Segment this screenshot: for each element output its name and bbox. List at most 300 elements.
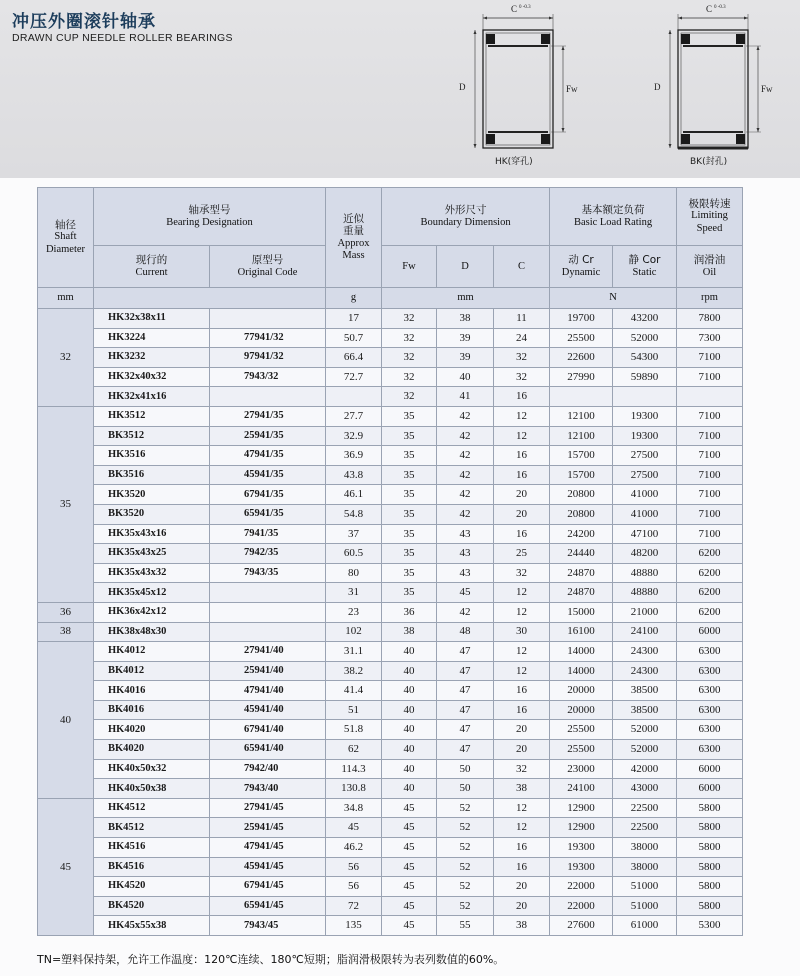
- table-row: [38, 838, 743, 858]
- cell-original: 25941/40: [210, 661, 326, 681]
- table-row: [38, 583, 743, 603]
- table-row: [38, 544, 743, 564]
- cell-current: HK3232: [94, 348, 210, 368]
- table-body: [38, 309, 743, 936]
- cell-cr: 20000: [550, 700, 613, 720]
- cell-cr: 22600: [550, 348, 613, 368]
- cell-d: 50: [437, 759, 494, 779]
- cell-cor: 41000: [613, 504, 677, 524]
- cell-mass: 17: [326, 309, 382, 329]
- cell-fw: 40: [382, 720, 437, 740]
- hk-dim-tol: 0 -0.3: [519, 5, 531, 10]
- cell-current: BK4516: [94, 857, 210, 877]
- cell-fw: 35: [382, 583, 437, 603]
- cell-c: 12: [494, 406, 550, 426]
- cell-speed: [677, 387, 743, 407]
- cell-c: 11: [494, 309, 550, 329]
- cell-speed: 7100: [677, 465, 743, 485]
- table-row: [38, 759, 743, 779]
- cell-c: 32: [494, 563, 550, 583]
- cell-fw: 40: [382, 642, 437, 662]
- header-c: C: [494, 246, 550, 288]
- cell-original: 25941/45: [210, 818, 326, 838]
- cell-fw: 36: [382, 602, 437, 622]
- cell-d: 52: [437, 798, 494, 818]
- cell-d: 47: [437, 700, 494, 720]
- cell-speed: 6000: [677, 779, 743, 799]
- hk-dim-d: D: [459, 82, 466, 92]
- table-row: [38, 465, 743, 485]
- hk-bearing-diagram: [455, 4, 585, 174]
- cell-current: HK4520: [94, 877, 210, 897]
- cell-speed: 7100: [677, 524, 743, 544]
- cell-speed: 6000: [677, 759, 743, 779]
- cell-speed: 6200: [677, 544, 743, 564]
- cell-cor: 51000: [613, 877, 677, 897]
- cell-fw: 40: [382, 681, 437, 701]
- cell-c: 16: [494, 465, 550, 485]
- cell-fw: 45: [382, 857, 437, 877]
- header-cor: 静 Cor Static: [613, 246, 677, 288]
- table-row: [38, 367, 743, 387]
- cell-mass: 38.2: [326, 661, 382, 681]
- cell-d: 47: [437, 681, 494, 701]
- cell-c: 12: [494, 818, 550, 838]
- cell-mass: 45: [326, 818, 382, 838]
- cell-d: 52: [437, 857, 494, 877]
- cell-fw: 38: [382, 622, 437, 642]
- cell-d: 39: [437, 328, 494, 348]
- cell-original: 67941/40: [210, 720, 326, 740]
- cell-fw: 35: [382, 446, 437, 466]
- cell-d: 47: [437, 720, 494, 740]
- cell-original: [210, 309, 326, 329]
- cell-cor: 42000: [613, 759, 677, 779]
- cell-current: BK4512: [94, 818, 210, 838]
- cell-d: 42: [437, 446, 494, 466]
- cell-speed: 5800: [677, 877, 743, 897]
- cell-mass: 32.9: [326, 426, 382, 446]
- unit-load: N: [550, 288, 677, 309]
- table-row: [38, 681, 743, 701]
- table-row: [38, 309, 743, 329]
- header-shaft: 轴径 Shaft Diameter: [38, 188, 94, 288]
- unit-speed: rpm: [677, 288, 743, 309]
- cell-mass: 56: [326, 857, 382, 877]
- cell-speed: 6300: [677, 740, 743, 760]
- cell-c: 12: [494, 798, 550, 818]
- table-row: [38, 524, 743, 544]
- cell-cr: 24870: [550, 563, 613, 583]
- cell-d: 42: [437, 406, 494, 426]
- cell-cor: 48880: [613, 583, 677, 603]
- cell-cr: 12100: [550, 406, 613, 426]
- cell-current: BK4016: [94, 700, 210, 720]
- header-bearing-designation: 轴承型号 Bearing Designation: [94, 188, 326, 246]
- cell-speed: 7100: [677, 406, 743, 426]
- cell-cr: 24870: [550, 583, 613, 603]
- cell-cr: 15700: [550, 446, 613, 466]
- cell-current: HK45x55x38: [94, 916, 210, 936]
- cell-fw: 40: [382, 700, 437, 720]
- cell-speed: 5800: [677, 857, 743, 877]
- cell-fw: 35: [382, 465, 437, 485]
- cell-current: BK3516: [94, 465, 210, 485]
- cell-mass: 41.4: [326, 681, 382, 701]
- cell-d: 42: [437, 602, 494, 622]
- cell-cr: 19300: [550, 838, 613, 858]
- cell-speed: 5800: [677, 818, 743, 838]
- cell-cr: 19300: [550, 857, 613, 877]
- table-row: [38, 426, 743, 446]
- table-row: [38, 779, 743, 799]
- cell-fw: 45: [382, 896, 437, 916]
- cell-mass: 37: [326, 524, 382, 544]
- cell-c: 32: [494, 367, 550, 387]
- cell-mass: 43.8: [326, 465, 382, 485]
- cell-current: HK3516: [94, 446, 210, 466]
- cell-d: 41: [437, 387, 494, 407]
- cell-current: BK4520: [94, 896, 210, 916]
- cell-cor: 43000: [613, 779, 677, 799]
- cell-d: 38: [437, 309, 494, 329]
- cell-fw: 45: [382, 877, 437, 897]
- shaft-diameter-cell: 32: [38, 309, 94, 407]
- hk-label: HK(穿孔): [495, 157, 533, 167]
- cell-original: 7943/45: [210, 916, 326, 936]
- cell-cr: 20800: [550, 485, 613, 505]
- cell-original: [210, 387, 326, 407]
- cell-cor: 24300: [613, 642, 677, 662]
- cell-current: HK40x50x32: [94, 759, 210, 779]
- cell-current: HK4020: [94, 720, 210, 740]
- shaft-diameter-cell: 36: [38, 602, 94, 622]
- cell-original: 7943/40: [210, 779, 326, 799]
- cell-cr: 19700: [550, 309, 613, 329]
- cell-speed: 6200: [677, 563, 743, 583]
- table-row: [38, 877, 743, 897]
- cell-c: 20: [494, 720, 550, 740]
- table-row: [38, 504, 743, 524]
- cell-d: 43: [437, 524, 494, 544]
- bk-dim-d: D: [654, 82, 661, 92]
- cell-cr: 12900: [550, 798, 613, 818]
- bk-dim-fw: Fw: [761, 84, 773, 94]
- header-original-code: 原型号 Original Code: [210, 246, 326, 288]
- cell-original: 27941/35: [210, 406, 326, 426]
- cell-current: HK36x42x12: [94, 602, 210, 622]
- cell-cor: 59890: [613, 367, 677, 387]
- cell-mass: 31: [326, 583, 382, 603]
- cell-fw: 32: [382, 309, 437, 329]
- cell-speed: 6300: [677, 661, 743, 681]
- cell-speed: 7100: [677, 348, 743, 368]
- cell-mass: 27.7: [326, 406, 382, 426]
- cell-cor: 38000: [613, 838, 677, 858]
- cell-cr: 23000: [550, 759, 613, 779]
- cell-cr: 15700: [550, 465, 613, 485]
- cell-original: 45941/40: [210, 700, 326, 720]
- cell-c: 12: [494, 426, 550, 446]
- cell-mass: 130.8: [326, 779, 382, 799]
- cell-cr: 20000: [550, 681, 613, 701]
- cell-d: 43: [437, 563, 494, 583]
- cell-original: 7942/40: [210, 759, 326, 779]
- cell-current: BK3512: [94, 426, 210, 446]
- cell-original: [210, 583, 326, 603]
- cell-speed: 6300: [677, 681, 743, 701]
- cell-c: 20: [494, 504, 550, 524]
- cell-d: 42: [437, 504, 494, 524]
- cell-speed: 7300: [677, 328, 743, 348]
- cell-fw: 35: [382, 544, 437, 564]
- cell-current: BK3520: [94, 504, 210, 524]
- cell-fw: 35: [382, 485, 437, 505]
- cell-original: 47941/35: [210, 446, 326, 466]
- cell-fw: 40: [382, 779, 437, 799]
- header-fw: Fw: [382, 246, 437, 288]
- cell-current: HK4516: [94, 838, 210, 858]
- bk-label: BK(封孔): [690, 157, 728, 167]
- cell-mass: 50.7: [326, 328, 382, 348]
- shaft-diameter-cell: 45: [38, 798, 94, 935]
- header-load-rating: 基本额定负荷 Basic Load Rating: [550, 188, 677, 246]
- cell-speed: 6300: [677, 642, 743, 662]
- cell-cor: 19300: [613, 426, 677, 446]
- cell-c: 32: [494, 348, 550, 368]
- cell-cr: 25500: [550, 328, 613, 348]
- cell-cor: 24300: [613, 661, 677, 681]
- cell-current: HK32x41x16: [94, 387, 210, 407]
- cell-d: 43: [437, 544, 494, 564]
- cell-cr: 12900: [550, 818, 613, 838]
- cell-cor: [613, 387, 677, 407]
- cell-d: 42: [437, 426, 494, 446]
- cell-current: HK3520: [94, 485, 210, 505]
- table-row: [38, 661, 743, 681]
- bk-bearing-diagram: [650, 4, 780, 174]
- cell-d: 55: [437, 916, 494, 936]
- hk-dim-c: C: [511, 4, 518, 14]
- cell-original: 47941/45: [210, 838, 326, 858]
- cell-mass: 56: [326, 877, 382, 897]
- cell-speed: 6000: [677, 622, 743, 642]
- cell-current: BK4012: [94, 661, 210, 681]
- cell-mass: 72.7: [326, 367, 382, 387]
- cell-cr: 24440: [550, 544, 613, 564]
- cell-mass: 46.1: [326, 485, 382, 505]
- cell-original: 65941/35: [210, 504, 326, 524]
- cell-c: 38: [494, 779, 550, 799]
- cell-d: 42: [437, 465, 494, 485]
- cell-c: 20: [494, 485, 550, 505]
- cell-cor: 19300: [613, 406, 677, 426]
- cell-d: 52: [437, 838, 494, 858]
- cell-original: 47941/40: [210, 681, 326, 701]
- cell-cor: 43200: [613, 309, 677, 329]
- cell-fw: 45: [382, 818, 437, 838]
- cell-current: HK4512: [94, 798, 210, 818]
- shaft-diameter-cell: 38: [38, 622, 94, 642]
- cell-original: 65941/45: [210, 896, 326, 916]
- unit-designation: [94, 288, 326, 309]
- page-title-en: DRAWN CUP NEEDLE ROLLER BEARINGS: [12, 32, 233, 44]
- cell-original: [210, 602, 326, 622]
- table-row: [38, 700, 743, 720]
- cell-original: 67941/35: [210, 485, 326, 505]
- cell-mass: 80: [326, 563, 382, 583]
- cell-mass: 72: [326, 896, 382, 916]
- cell-cor: 52000: [613, 328, 677, 348]
- table-row: [38, 406, 743, 426]
- table-row: [38, 740, 743, 760]
- table-row: [38, 446, 743, 466]
- cell-cor: 52000: [613, 720, 677, 740]
- table-row: [38, 485, 743, 505]
- cell-cr: 16100: [550, 622, 613, 642]
- cell-cr: 27990: [550, 367, 613, 387]
- cell-original: 7943/32: [210, 367, 326, 387]
- cell-mass: 60.5: [326, 544, 382, 564]
- cell-mass: 34.8: [326, 798, 382, 818]
- cell-original: 25941/35: [210, 426, 326, 446]
- cell-cor: 27500: [613, 446, 677, 466]
- cell-mass: 46.2: [326, 838, 382, 858]
- table-row: [38, 896, 743, 916]
- cell-mass: 54.8: [326, 504, 382, 524]
- cell-c: 20: [494, 740, 550, 760]
- cell-c: 12: [494, 661, 550, 681]
- cell-fw: 40: [382, 661, 437, 681]
- cell-fw: 35: [382, 406, 437, 426]
- cell-fw: 32: [382, 348, 437, 368]
- cell-fw: 32: [382, 328, 437, 348]
- cell-speed: 7800: [677, 309, 743, 329]
- cell-speed: 7100: [677, 446, 743, 466]
- cell-cor: 22500: [613, 818, 677, 838]
- table-row: [38, 328, 743, 348]
- cell-current: HK35x43x32: [94, 563, 210, 583]
- cell-original: 77941/32: [210, 328, 326, 348]
- cell-c: 12: [494, 642, 550, 662]
- cell-cor: 38500: [613, 681, 677, 701]
- cell-cor: 22500: [613, 798, 677, 818]
- cell-fw: 45: [382, 916, 437, 936]
- cell-original: 7942/35: [210, 544, 326, 564]
- cell-d: 52: [437, 818, 494, 838]
- cell-speed: 5800: [677, 838, 743, 858]
- cell-current: HK35x43x25: [94, 544, 210, 564]
- cell-c: 16: [494, 857, 550, 877]
- cell-fw: 35: [382, 504, 437, 524]
- cell-c: 16: [494, 838, 550, 858]
- cell-cr: 27600: [550, 916, 613, 936]
- cell-speed: 6300: [677, 720, 743, 740]
- table-row: [38, 916, 743, 936]
- header-oil: 润滑油 Oil: [677, 246, 743, 288]
- cell-cor: 54300: [613, 348, 677, 368]
- cell-cor: 52000: [613, 740, 677, 760]
- cell-cr: 14000: [550, 661, 613, 681]
- cell-mass: 36.9: [326, 446, 382, 466]
- cell-cr: 12100: [550, 426, 613, 446]
- header-boundary-dimension: 外形尺寸 Boundary Dimension: [382, 188, 550, 246]
- cell-original: 45941/35: [210, 465, 326, 485]
- cell-d: 45: [437, 583, 494, 603]
- cell-speed: 6300: [677, 700, 743, 720]
- cell-fw: 35: [382, 426, 437, 446]
- cell-c: 32: [494, 759, 550, 779]
- cell-c: 20: [494, 877, 550, 897]
- cell-mass: [326, 387, 382, 407]
- unit-dimension: mm: [382, 288, 550, 309]
- table-row: [38, 348, 743, 368]
- cell-mass: 31.1: [326, 642, 382, 662]
- cell-original: 7941/35: [210, 524, 326, 544]
- cell-d: 40: [437, 367, 494, 387]
- cell-mass: 135: [326, 916, 382, 936]
- cell-mass: 62: [326, 740, 382, 760]
- table-row: [38, 622, 743, 642]
- cell-d: 42: [437, 485, 494, 505]
- table-row: [38, 563, 743, 583]
- cell-d: 48: [437, 622, 494, 642]
- cell-current: HK32x38x11: [94, 309, 210, 329]
- cell-current: HK35x43x16: [94, 524, 210, 544]
- shaft-diameter-cell: 40: [38, 642, 94, 799]
- cell-c: 16: [494, 446, 550, 466]
- header-current: 现行的 Current: [94, 246, 210, 288]
- table-row: [38, 602, 743, 622]
- cell-d: 47: [437, 740, 494, 760]
- cell-cor: 48200: [613, 544, 677, 564]
- cell-cor: 38000: [613, 857, 677, 877]
- cell-cor: 21000: [613, 602, 677, 622]
- footnote: TN=塑料保持架，允许工作温度：120℃连续、180℃短期；脂润滑极限转为表列数值的60%。: [37, 953, 505, 966]
- cell-c: 16: [494, 524, 550, 544]
- header-cr: 动 Cr Dynamic: [550, 246, 613, 288]
- cell-cor: 61000: [613, 916, 677, 936]
- cell-original: 27941/40: [210, 642, 326, 662]
- cell-speed: 5800: [677, 798, 743, 818]
- cell-cr: 24100: [550, 779, 613, 799]
- unit-mass: g: [326, 288, 382, 309]
- cell-c: 16: [494, 700, 550, 720]
- cell-original: 27941/45: [210, 798, 326, 818]
- cell-speed: 7100: [677, 426, 743, 446]
- cell-mass: 102: [326, 622, 382, 642]
- cell-cor: 41000: [613, 485, 677, 505]
- cell-original: 65941/40: [210, 740, 326, 760]
- cell-fw: 35: [382, 563, 437, 583]
- cell-cr: 22000: [550, 877, 613, 897]
- cell-d: 47: [437, 661, 494, 681]
- cell-original: 45941/45: [210, 857, 326, 877]
- cell-d: 39: [437, 348, 494, 368]
- header-limiting-speed: 极限转速 Limiting Speed: [677, 188, 743, 246]
- cell-c: 16: [494, 681, 550, 701]
- cell-c: 12: [494, 583, 550, 603]
- cell-current: HK4016: [94, 681, 210, 701]
- cell-cr: 25500: [550, 720, 613, 740]
- table-row: [38, 798, 743, 818]
- cell-cor: 47100: [613, 524, 677, 544]
- hk-dim-fw: Fw: [566, 84, 578, 94]
- cell-fw: 40: [382, 740, 437, 760]
- shaft-diameter-cell: 35: [38, 406, 94, 602]
- cell-fw: 45: [382, 798, 437, 818]
- cell-mass: 51.8: [326, 720, 382, 740]
